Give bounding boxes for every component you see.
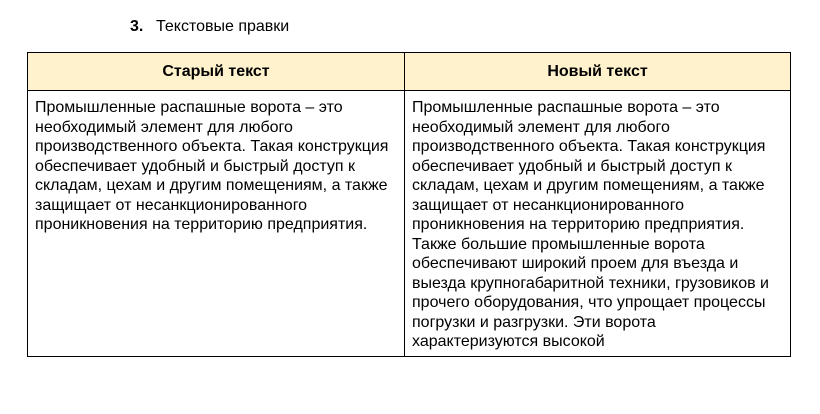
old-text-paragraph: Промышленные распашные ворота – это необходимый элемент для любого производственного объекта. Такая конструкция обеспечивает удобный и быстрый доступ к складам, цехам и другим помещениям, а также защищает от несанкционированного проникновения на территорию предприятия. [35, 99, 389, 233]
table-row [28, 91, 791, 357]
table-header-row [28, 53, 791, 91]
header-old-text: Старый текст [28, 53, 405, 91]
section-title: Текстовые правки [156, 18, 290, 35]
new-text-paragraph-1: Промышленные распашные ворота – это необходимый элемент для любого производственного объекта. Такая конструкция обеспечивает удобный и быстрый доступ к складам, цехам и другим помещениям, а также защищает от несанкционированного проникновения на территорию предприятия. [412, 99, 766, 233]
new-text-paragraph-2: Также большие промышленные ворота обеспечивают широкий проем для въезда и выезда крупногабаритной техники, грузовиков и прочего оборудования, что упрощает процессы погрузки и разгрузки. Эти ворота характеризуются высокой [412, 235, 769, 350]
old-text-cell [28, 91, 405, 357]
new-text-cell [405, 91, 791, 357]
header-new-text: Новый текст [405, 53, 791, 91]
section-heading [130, 17, 289, 37]
section-number: 3. [130, 18, 144, 35]
text-edits-table [27, 52, 791, 357]
